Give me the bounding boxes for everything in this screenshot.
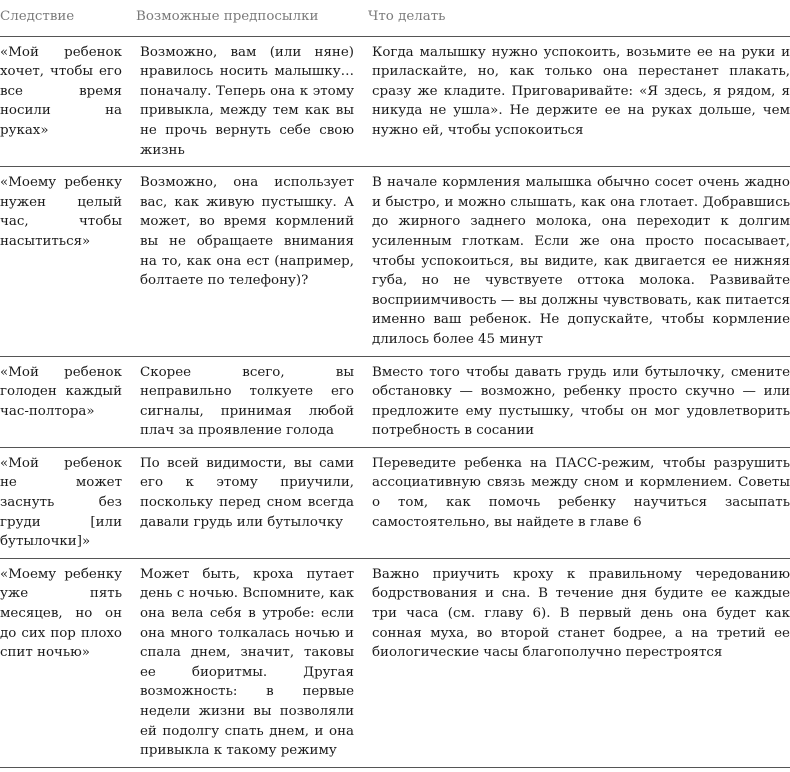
- action-cell: Важно приучить кроху к правильному чередованию бодрствования и сна. В течение дня будите ее каждые три часа (см. главу 6). В первый день она будет как сонная муха, во второй станет бодрее, а на третий ее биологические часы благополучно перестроятся: [362, 558, 790, 767]
- table-row: [0, 36, 790, 167]
- effect-cell: «Моему ребенку уже пять месяцев, но он до сих пор плохо спит ночью»: [0, 558, 130, 767]
- effect-cell: «Мой ребенок не может заснуть без груди [или бутылочки]»: [0, 447, 130, 558]
- effect-cell: «Мой ребенок голоден каждый час-полтора»: [0, 356, 130, 447]
- header-effect: Следствие: [0, 0, 130, 36]
- action-cell: Когда малышку нужно успокоить, возьмите ее на руки и приласкайте, но, как только она перестанет плакать, сразу же кладите. Приговаривайте: «Я здесь, я рядом, я никуда не ушла». Не держите ее на руках дольше, чем нужно ей, чтобы успокоиться: [362, 36, 790, 167]
- effect-cell: «Моему ребенку нужен целый час, чтобы насытиться»: [0, 167, 130, 356]
- table-header-row: [0, 0, 790, 36]
- table-row: [0, 447, 790, 558]
- causes-cell: Возможно, она использует вас, как живую пустышку. А может, во время кормлений вы не обращаете внимания на то, как она ест (например, болтаете по телефону)?: [130, 167, 362, 356]
- causes-cell: Возможно, вам (или няне) нравилось носить малышку… поначалу. Теперь она к этому привыкла, между тем как вы не прочь вернуть себе свою жизнь: [130, 36, 362, 167]
- causes-cell: Скорее всего, вы неправильно толкуете его сигналы, принимая любой плач за проявление голода: [130, 356, 362, 447]
- header-causes: Возможные предпосылки: [130, 0, 362, 36]
- effect-cell: «Мой ребенок хочет, чтобы его все время носили на руках»: [0, 36, 130, 167]
- action-cell: В начале кормления малышка обычно сосет очень жадно и быстро, и можно слышать, как она глотает. Добравшись до жирного заднего молока, она переходит к долгим усиленным глоткам. Если же она просто посасывает, чтобы успокоиться, вы видите, как двигается ее нижняя губа, но не чувствуете оттока молока. Развивайте восприимчивость — вы должны чувствовать, как питается именно ваш ребенок. Не допускайте, чтобы кормление длилось более 45 минут: [362, 167, 790, 356]
- table-row: [0, 558, 790, 767]
- action-cell: Переведите ребенка на ПАСС-режим, чтобы разрушить ассоциативную связь между сном и кормлением. Советы о том, как помочь ребенку научиться засыпать самостоятельно, вы найдете в главе 6: [362, 447, 790, 558]
- table-row: [0, 167, 790, 356]
- header-action: Что делать: [362, 0, 790, 36]
- causes-cell: Может быть, кроха путает день с ночью. Вспомните, как она вела себя в утробе: если она много толкалась ночью и спала днем, значит, таковы ее биоритмы. Другая возможность: в первые недели жизни вы позволяли ей подолгу спать днем, и она привыкла к такому режиму: [130, 558, 362, 767]
- action-cell: Вместо того чтобы давать грудь или бутылочку, смените обстановку — возможно, ребенку просто скучно — или предложите ему пустышку, чтобы он мог удовлетворить потребность в сосании: [362, 356, 790, 447]
- table-row: [0, 356, 790, 447]
- causes-cell: По всей видимости, вы сами его к этому приучили, поскольку перед сном всегда давали грудь или бутылочку: [130, 447, 362, 558]
